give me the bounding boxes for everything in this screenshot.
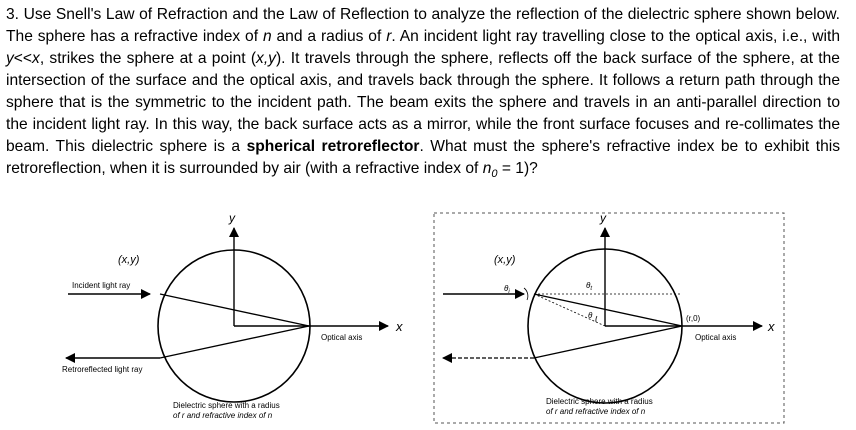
- left-inner-ray-2: [160, 326, 309, 358]
- right-theta-label: θ: [588, 311, 593, 320]
- right-optical-axis-label: Optical axis: [695, 333, 737, 342]
- left-caption-1: Dielectric sphere with a radius: [173, 401, 280, 410]
- right-x-label: x: [768, 319, 775, 334]
- left-incident-label: Incident light ray: [72, 281, 131, 290]
- right-inner-ray-2: [534, 326, 682, 358]
- left-retro-label: Retroreflected light ray: [62, 365, 143, 374]
- problem-text-3: . An incident light ray travelling close to the optical axis, i.e., with: [391, 28, 840, 45]
- right-theta-t-label: [586, 281, 592, 292]
- right-theta-i-sub: i: [508, 289, 510, 295]
- right-figure-frame: [434, 213, 784, 423]
- left-point-label: (x,y): [118, 254, 140, 266]
- right-theta-t-sub: t: [590, 286, 593, 292]
- much-less-than: <<: [13, 50, 33, 67]
- right-r0-label: (r,0): [686, 314, 701, 323]
- var-n0-sub: 0: [491, 168, 498, 181]
- right-angle-arc-incident: [524, 288, 528, 300]
- right-point-label: (x,y): [494, 254, 516, 266]
- var-n: n: [262, 28, 272, 45]
- right-theta-t: θ: [586, 281, 591, 290]
- left-optical-axis-label: Optical axis: [321, 333, 363, 342]
- right-angle-arc-center: [596, 316, 597, 322]
- right-inner-ray-1: [534, 294, 682, 326]
- var-r: r: [386, 28, 392, 45]
- right-caption-2: of r and refractive index of n: [546, 407, 646, 416]
- problem-text-4: , strikes the sphere at a point (: [39, 50, 257, 67]
- var-n0: n: [482, 160, 492, 177]
- left-x-label: x: [396, 319, 403, 334]
- right-theta-i: θ: [504, 284, 509, 293]
- point-xy: x,y: [256, 50, 276, 67]
- problem-text-6: . What must the sphere's refractive index be to exhibit this retroreflection, when it is surrounded by air (with a refractive index of: [6, 138, 841, 177]
- left-y-label: y: [229, 211, 235, 225]
- problem-text-7: = 1)?: [497, 160, 538, 177]
- left-figure: [62, 211, 403, 420]
- left-caption-2: of r and refractive index of n: [173, 411, 273, 420]
- right-caption-1: Dielectric sphere with a radius: [546, 397, 653, 406]
- bold-term: spherical retroreflector: [246, 138, 420, 155]
- right-figure: [434, 211, 784, 423]
- problem-text-5: ). It travels through the sphere, reflects off the back surface of the sphere, at the intersection of the surface and the optical axis, and travels back through the sphere. It follows a return path through the sphere that is the symmetric to the incident path. The beam exits the sphere and travels in an anti-parallel direction to the incident light ray. In this way, the back surface acts as a mirror, while the front surface focuses and re-collimates the beam. This dielectric sphere is a: [6, 50, 840, 155]
- problem-text-1: 3. Use Snell's Law of Refraction and the Law of Reflection to analyze the reflection of the dielectric sphere shown below. The sphere has a refractive index of: [6, 6, 840, 45]
- var-y: y: [6, 50, 14, 67]
- right-y-label: y: [600, 211, 606, 225]
- problem-text-2: and a radius of: [271, 28, 387, 45]
- right-radius-dashed: [534, 294, 605, 326]
- var-x: x: [32, 50, 40, 67]
